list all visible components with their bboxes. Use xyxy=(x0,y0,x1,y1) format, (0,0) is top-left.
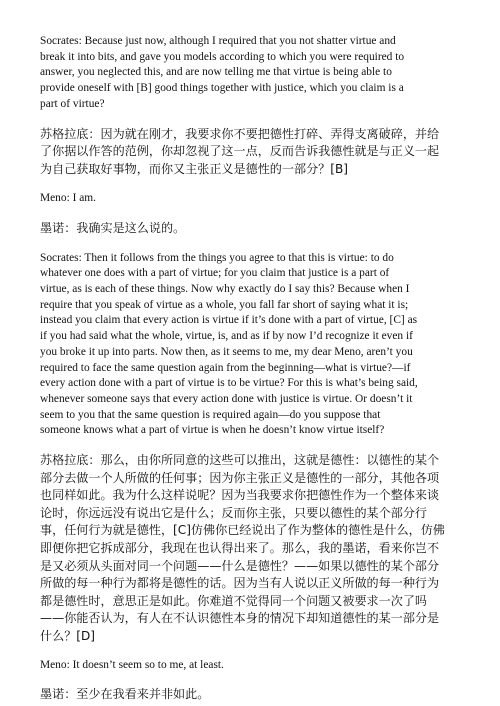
paragraph-meno-en-1: Meno: I am. xyxy=(40,192,96,205)
paragraph-meno-en-2: Meno: It doesn’t seem so to me, at least. xyxy=(40,658,224,671)
paragraph-socrates-en-2: Socrates: Then it follows from the things you agree to that this is virtue: to do whatever one does with a part of virtue; for you claim that justice is a part of virtue, as is each of these things. Now why exactly do I say this? Because when I require that you speak of virtue as a whole, you fall far short of saying what it is; instead you claim that every action is virtue if it’s done with a part of virtue, [C] as if you had said what the whole, virtue, is, and as if by now I’d recognize it even if you broke it up into parts. Now then, as it seems to me, my dear Meno, aren’t you required to face the same question again from the beginning—what is virtue?—if every action done with a part of virtue is to be virtue? For this is what’s being said, whenever someone says that every action done with justice is virtue. Or doesn’t it seem to you that the same question is required again—do you suppose that someone knows what a part of virtue is when he doesn’t know virtue itself? xyxy=(40,251,418,437)
paragraph-meno-zh-2: 墨诺：至少在我看来并非如此。 xyxy=(40,687,210,702)
paragraph-meno-zh-1: 墨诺：我确实是这么说的。 xyxy=(40,221,186,235)
paragraph-socrates-en-1: Socrates: Because just now, although I required that you not shatter virtue and break it into bits, and gave you models according to which you were required to answer, you neglected this, and are now telling me that virtue is being able to provide oneself with [B] good things together with justice, which you claim is a part of virtue? xyxy=(40,35,405,110)
paragraph-socrates-zh-1: 苏格拉底：因为就在刚才，我要求你不要把德性打碎、弄得支离破碎，并给 了你据以作答的范例，你却忽视了这一点，反而告诉我德性就是与正义一起 为自己获取好事物，而你又主张正义是德性的一部分？[B] xyxy=(40,126,440,176)
paragraph-socrates-zh-2: 苏格拉底：那么，由你所同意的这些可以推出，这就是德性：以德性的某个 部分去做一个人所做的任何事；因为你主张正义是德性的一部分，其他各项 也同样如此。我为什么这样说呢？因为当我要求你把德性作为一个整体来谈 论时，你远远没有说出它是什么；反而你主张，只要以德性的某个部分行 事，任何行为就是德性，[C]仿佛你已经说出了作为整体的德性是什么，仿佛 即便你把它拆成部分，我现在也认得出来了。那么，我的墨诺，看来你岂不 是又必须从头面对同一个问题——什么是德性？——如果以德性的某个部分 所做的每一种行为都将是德性的话。因为当有人说以正义所做的每一种行为 都是德性时，意思正是如此。你难道不觉得同一个问题又被要求一次了吗 ——你能否认为，有人在不认识德性本身的情况下却知道德性的某一部分是 什么？[D] xyxy=(40,453,445,643)
